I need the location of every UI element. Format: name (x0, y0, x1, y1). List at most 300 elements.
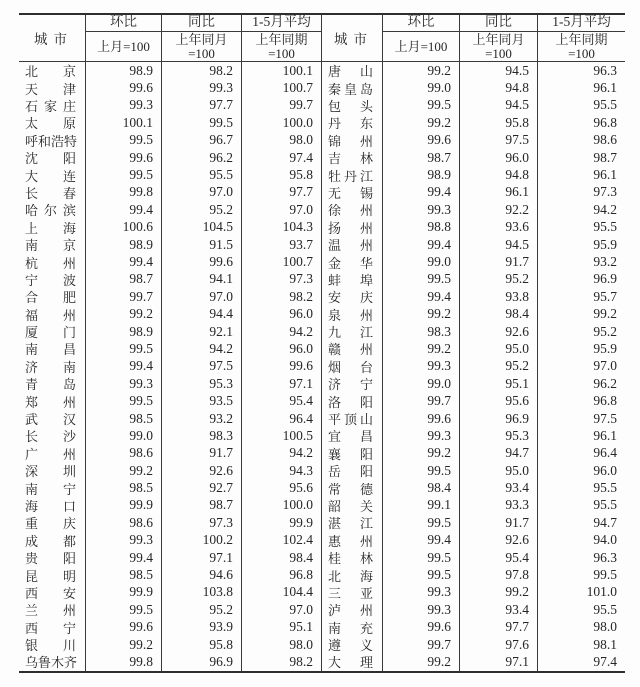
header-avg (538, 15, 625, 32)
city-cell (322, 445, 383, 462)
yoy-value: 94.1 (162, 271, 242, 288)
mom-value: 99.2 (86, 636, 162, 653)
header-avg-base (242, 32, 322, 62)
city-name: 安 庆 (328, 290, 373, 306)
header-yoy-base-line2: =100 (485, 45, 512, 61)
avg-value: 95.5 (593, 497, 617, 513)
city-cell (19, 305, 86, 322)
mom-value: 99.5 (86, 166, 162, 183)
header-avg-base (538, 32, 625, 62)
city-name: 洛 阳 (328, 394, 373, 410)
mom-value: 99.4 (383, 288, 460, 305)
mom-value: 99.3 (383, 358, 460, 375)
yoy-value: 97.7 (162, 97, 242, 114)
yoy-value: 97.1 (460, 653, 538, 670)
city-cell (19, 653, 86, 670)
mom-value: 99.4 (86, 201, 162, 218)
city-cell (19, 323, 86, 340)
yoy-value: 96.2 (162, 149, 242, 166)
mom-value: 99.0 (383, 79, 460, 96)
yoy-value: 95.2 (162, 201, 242, 218)
city-name: 厦 门 (25, 325, 76, 341)
city-name: 襄 阳 (328, 446, 373, 462)
mom-value: 100.6 (86, 219, 162, 236)
mom-value: 99.4 (86, 253, 162, 270)
city-name: 蚌 埠 (328, 272, 373, 288)
yoy-value: 98.3 (162, 427, 242, 444)
city-name: 扬 州 (328, 220, 373, 236)
avg-value: 98.2 (242, 288, 322, 305)
table-right-half (322, 15, 625, 671)
city-cell (322, 236, 383, 253)
mom-value: 99.2 (383, 340, 460, 357)
yoy-value: 94.8 (460, 166, 538, 183)
mom-value: 99.2 (86, 305, 162, 322)
city-name: 西 宁 (25, 620, 76, 636)
city-cell (19, 601, 86, 618)
avg-value: 95.7 (593, 288, 617, 304)
mom-value: 99.2 (383, 62, 460, 79)
avg-value: 100.1 (242, 62, 322, 79)
avg-value: 96.1 (593, 427, 617, 443)
yoy-value: 93.4 (460, 601, 538, 618)
city-cell (322, 358, 383, 375)
city-cell (19, 514, 86, 531)
header-city-label: 城市 (34, 32, 73, 47)
header-mom-base-label: 上月=100 (394, 38, 448, 54)
city-cell (19, 97, 86, 114)
yoy-value: 97.3 (162, 514, 242, 531)
yoy-value: 104.5 (162, 219, 242, 236)
avg-value: 95.2 (593, 323, 617, 339)
header-yoy-base (460, 32, 538, 62)
avg-value: 96.2 (593, 375, 617, 391)
mom-value: 99.1 (383, 497, 460, 514)
city-cell (322, 497, 383, 514)
yoy-value: 98.2 (162, 62, 242, 79)
city-name: 长 春 (25, 185, 76, 201)
city-name: 济 宁 (328, 377, 373, 393)
avg-value: 95.5 (593, 97, 617, 113)
city-cell (322, 532, 383, 549)
city-cell (322, 549, 383, 566)
avg-value: 98.2 (242, 653, 322, 670)
city-cell (322, 653, 383, 670)
city-name: 武 汉 (25, 412, 76, 428)
avg-value: 95.5 (593, 219, 617, 235)
mom-value: 98.4 (383, 479, 460, 496)
mom-value: 99.3 (86, 97, 162, 114)
yoy-value: 94.5 (460, 97, 538, 114)
avg-value: 94.3 (242, 462, 322, 479)
yoy-value: 93.8 (460, 288, 538, 305)
city-cell (19, 497, 86, 514)
yoy-value: 95.0 (460, 462, 538, 479)
mom-value: 99.2 (383, 445, 460, 462)
yoy-value: 95.6 (460, 392, 538, 409)
yoy-value: 98.4 (460, 305, 538, 322)
city-name: 济 南 (25, 359, 76, 375)
mom-value: 98.9 (383, 166, 460, 183)
city-cell (19, 166, 86, 183)
mom-value: 99.4 (383, 236, 460, 253)
city-cell (19, 219, 86, 236)
avg-value: 99.7 (242, 97, 322, 114)
city-cell (322, 97, 383, 114)
avg-value: 97.4 (242, 149, 322, 166)
city-cell (19, 566, 86, 583)
city-cell (19, 340, 86, 357)
yoy-value: 92.6 (460, 323, 538, 340)
city-cell (322, 479, 383, 496)
avg-value: 94.7 (593, 514, 617, 530)
city-name: 大 连 (25, 168, 76, 184)
city-cell (322, 340, 383, 357)
mom-value: 98.9 (86, 236, 162, 253)
yoy-value: 94.4 (162, 305, 242, 322)
city-name: 包 头 (328, 98, 373, 114)
mom-value: 98.5 (86, 566, 162, 583)
yoy-value: 99.6 (162, 253, 242, 270)
avg-value: 96.9 (593, 271, 617, 287)
yoy-value: 95.4 (460, 549, 538, 566)
header-yoy (460, 15, 538, 32)
avg-value: 93.7 (242, 236, 322, 253)
mom-value: 99.3 (383, 601, 460, 618)
yoy-value: 91.7 (460, 514, 538, 531)
city-cell (322, 323, 383, 340)
city-cell (322, 410, 383, 427)
avg-value: 96.0 (242, 305, 322, 322)
city-name: 南 京 (25, 238, 76, 254)
city-cell (322, 62, 383, 79)
mom-value: 99.8 (86, 184, 162, 201)
city-cell (19, 79, 86, 96)
city-name: 昆 明 (25, 568, 76, 584)
avg-value: 98.6 (593, 132, 617, 148)
mom-value: 99.4 (383, 532, 460, 549)
yoy-value: 95.2 (460, 271, 538, 288)
city-name: 宁 波 (25, 272, 76, 288)
city-name: 烟 台 (328, 359, 373, 375)
avg-value: 95.5 (593, 601, 617, 617)
yoy-value: 94.8 (460, 79, 538, 96)
city-name: 唐 山 (328, 64, 373, 80)
header-mom-base-label: 上月=100 (97, 38, 150, 54)
avg-value: 98.4 (242, 549, 322, 566)
city-name: 南 昌 (25, 342, 76, 358)
city-cell (322, 566, 383, 583)
city-cell (19, 253, 86, 270)
mom-value: 99.7 (86, 288, 162, 305)
city-name: 吉 林 (328, 151, 373, 167)
mom-value: 99.7 (383, 392, 460, 409)
city-cell (19, 462, 86, 479)
mom-value: 99.9 (86, 497, 162, 514)
mom-value: 99.3 (86, 532, 162, 549)
mom-value: 98.8 (383, 219, 460, 236)
city-name: 太 原 (25, 116, 76, 132)
yoy-value: 94.2 (162, 340, 242, 357)
yoy-value: 94.6 (162, 566, 242, 583)
avg-value: 98.1 (593, 636, 617, 652)
avg-value: 100.5 (242, 427, 322, 444)
avg-value: 97.0 (242, 201, 322, 218)
city-name: 牡 丹 江 (328, 168, 373, 184)
city-name: 杭 州 (25, 255, 76, 271)
mom-value: 98.6 (86, 445, 162, 462)
header-avg-base-line2: =100 (268, 45, 295, 61)
city-name: 金 华 (328, 255, 373, 271)
avg-value: 96.4 (593, 445, 617, 461)
mom-value: 99.4 (86, 549, 162, 566)
city-name: 南 充 (328, 620, 373, 636)
avg-value: 97.4 (593, 653, 617, 669)
header-yoy-base-line2: =100 (188, 45, 215, 61)
yoy-value: 96.9 (460, 410, 538, 427)
city-name: 湛 江 (328, 516, 373, 532)
city-name: 常 德 (328, 481, 373, 497)
city-name: 三 亚 (328, 585, 373, 601)
city-cell (322, 166, 383, 183)
city-cell (322, 184, 383, 201)
mom-value: 99.5 (383, 514, 460, 531)
yoy-value: 99.2 (460, 584, 538, 601)
city-name: 银 川 (25, 638, 76, 654)
avg-value: 95.9 (593, 236, 617, 252)
avg-value: 97.5 (593, 410, 617, 426)
avg-value: 99.2 (593, 306, 617, 322)
avg-value: 96.8 (593, 393, 617, 409)
mom-value: 98.5 (86, 410, 162, 427)
city-cell (322, 79, 383, 96)
avg-value: 104.3 (242, 219, 322, 236)
mom-value: 98.6 (86, 514, 162, 531)
mom-value: 99.0 (383, 375, 460, 392)
city-name: 上 海 (25, 220, 76, 236)
city-cell (19, 445, 86, 462)
avg-value: 96.3 (593, 549, 617, 565)
mom-value: 99.3 (383, 201, 460, 218)
city-cell (322, 636, 383, 653)
city-cell (19, 619, 86, 636)
avg-value: 96.8 (242, 566, 322, 583)
city-name: 北 海 (328, 568, 373, 584)
city-cell (322, 288, 383, 305)
mom-value: 99.5 (86, 132, 162, 149)
yoy-value: 95.8 (162, 636, 242, 653)
avg-value: 96.8 (593, 114, 617, 130)
mom-value: 99.6 (383, 619, 460, 636)
city-name: 郑 州 (25, 394, 76, 410)
price-index-table (19, 13, 625, 673)
avg-value: 94.2 (593, 201, 617, 217)
header-avg-base-line2: =100 (568, 45, 595, 61)
city-name: 福 州 (25, 307, 76, 323)
mom-value: 99.2 (86, 462, 162, 479)
avg-value: 95.1 (242, 619, 322, 636)
city-cell (19, 549, 86, 566)
mom-value: 99.3 (383, 584, 460, 601)
yoy-value: 99.5 (162, 114, 242, 131)
city-name: 海 口 (25, 498, 76, 514)
yoy-value: 95.2 (460, 358, 538, 375)
yoy-value: 96.1 (460, 184, 538, 201)
city-cell (19, 636, 86, 653)
city-cell (322, 619, 383, 636)
city-cell (322, 149, 383, 166)
yoy-value: 92.2 (460, 201, 538, 218)
city-cell (322, 271, 383, 288)
yoy-value: 93.4 (460, 479, 538, 496)
city-name: 温 州 (328, 238, 373, 254)
city-name: 兰 州 (25, 603, 76, 619)
city-cell (19, 358, 86, 375)
mom-value: 99.3 (383, 427, 460, 444)
city-name: 无 锡 (328, 185, 373, 201)
yoy-value: 93.6 (460, 219, 538, 236)
header-yoy-base-line1: 上年同月 (472, 32, 525, 47)
yoy-value: 97.5 (460, 132, 538, 149)
city-cell (19, 427, 86, 444)
yoy-value: 95.0 (460, 340, 538, 357)
city-cell (322, 375, 383, 392)
city-cell (322, 427, 383, 444)
city-name: 平 顶 山 (328, 412, 373, 428)
yoy-value: 92.6 (162, 462, 242, 479)
avg-value: 96.1 (593, 167, 617, 183)
city-cell (322, 114, 383, 131)
header-mom-base (383, 32, 460, 62)
mom-value: 99.6 (383, 132, 460, 149)
avg-value: 97.3 (242, 271, 322, 288)
mom-value: 99.2 (383, 305, 460, 322)
mom-value: 99.4 (383, 184, 460, 201)
city-cell (19, 532, 86, 549)
yoy-value: 95.3 (460, 427, 538, 444)
city-cell (19, 201, 86, 218)
avg-value: 95.6 (242, 479, 322, 496)
yoy-value: 98.7 (162, 497, 242, 514)
city-cell (19, 479, 86, 496)
header-yoy-base-line1: 上年同月 (175, 32, 228, 47)
city-cell (322, 132, 383, 149)
city-cell (322, 201, 383, 218)
yoy-value: 92.6 (460, 532, 538, 549)
table-left-half (19, 15, 322, 671)
city-name: 石 家 庄 (25, 98, 76, 114)
city-name: 乌 鲁 木 齐 (25, 655, 78, 671)
city-cell (19, 375, 86, 392)
yoy-value: 94.5 (460, 62, 538, 79)
city-cell (19, 184, 86, 201)
mom-value: 99.2 (383, 653, 460, 670)
mom-value: 99.5 (383, 271, 460, 288)
city-name: 长 沙 (25, 429, 76, 445)
header-avg-base-line1: 上年同期 (555, 32, 608, 47)
mom-value: 99.6 (383, 410, 460, 427)
mom-value: 98.7 (86, 271, 162, 288)
yoy-value: 97.8 (460, 566, 538, 583)
avg-value: 98.7 (593, 149, 617, 165)
header-avg-base-line1: 上年同期 (255, 32, 308, 47)
city-cell (19, 114, 86, 131)
mom-value: 99.7 (383, 636, 460, 653)
city-name: 惠 州 (328, 533, 373, 549)
city-name: 赣 州 (328, 342, 373, 358)
city-name: 南 宁 (25, 481, 76, 497)
avg-value: 94.2 (242, 323, 322, 340)
header-avg-label: 1-5月平均 (252, 15, 311, 29)
avg-value: 94.0 (593, 532, 617, 548)
avg-value: 96.0 (242, 340, 322, 357)
yoy-value: 92.1 (162, 323, 242, 340)
mom-value: 99.5 (383, 462, 460, 479)
city-name: 北 京 (25, 64, 76, 80)
header-city (19, 15, 86, 62)
city-name: 重 庆 (25, 516, 76, 532)
header-mom (383, 15, 460, 32)
city-cell (19, 392, 86, 409)
yoy-value: 95.8 (460, 114, 538, 131)
city-cell (322, 305, 383, 322)
header-yoy-label: 同比 (188, 15, 215, 29)
yoy-value: 96.9 (162, 653, 242, 670)
mom-value: 99.5 (383, 549, 460, 566)
mom-value: 99.6 (86, 619, 162, 636)
city-name: 呼 和 浩 特 (25, 133, 78, 149)
city-cell (322, 601, 383, 618)
city-name: 桂 林 (328, 551, 373, 567)
city-name: 九 江 (328, 325, 373, 341)
city-cell (19, 584, 86, 601)
city-name: 徐 州 (328, 203, 373, 219)
mom-value: 99.6 (86, 79, 162, 96)
mom-value: 99.0 (86, 427, 162, 444)
city-cell (19, 236, 86, 253)
yoy-value: 97.7 (460, 619, 538, 636)
avg-value: 99.9 (242, 514, 322, 531)
avg-value: 95.5 (593, 480, 617, 496)
city-cell (19, 149, 86, 166)
mom-value: 98.9 (86, 323, 162, 340)
mom-value: 99.4 (86, 358, 162, 375)
yoy-value: 93.5 (162, 392, 242, 409)
yoy-value: 93.9 (162, 619, 242, 636)
mom-value: 98.7 (383, 149, 460, 166)
avg-value: 96.1 (593, 80, 617, 96)
city-cell (322, 462, 383, 479)
mom-value: 99.6 (86, 149, 162, 166)
avg-value: 96.0 (593, 462, 617, 478)
mom-value: 99.5 (86, 392, 162, 409)
mom-value: 99.5 (383, 97, 460, 114)
avg-value: 100.7 (242, 79, 322, 96)
avg-value: 98.0 (242, 636, 322, 653)
avg-value: 97.1 (242, 375, 322, 392)
mom-value: 99.8 (86, 653, 162, 670)
header-mom-base (86, 32, 162, 62)
mom-value: 99.5 (86, 601, 162, 618)
city-name: 大 理 (328, 655, 373, 671)
mom-value: 99.0 (383, 253, 460, 270)
mom-value: 99.5 (383, 566, 460, 583)
yoy-value: 95.2 (162, 601, 242, 618)
city-name: 遵 义 (328, 638, 373, 654)
header-mom (86, 15, 162, 32)
avg-value: 102.4 (242, 532, 322, 549)
mom-value: 99.2 (383, 114, 460, 131)
